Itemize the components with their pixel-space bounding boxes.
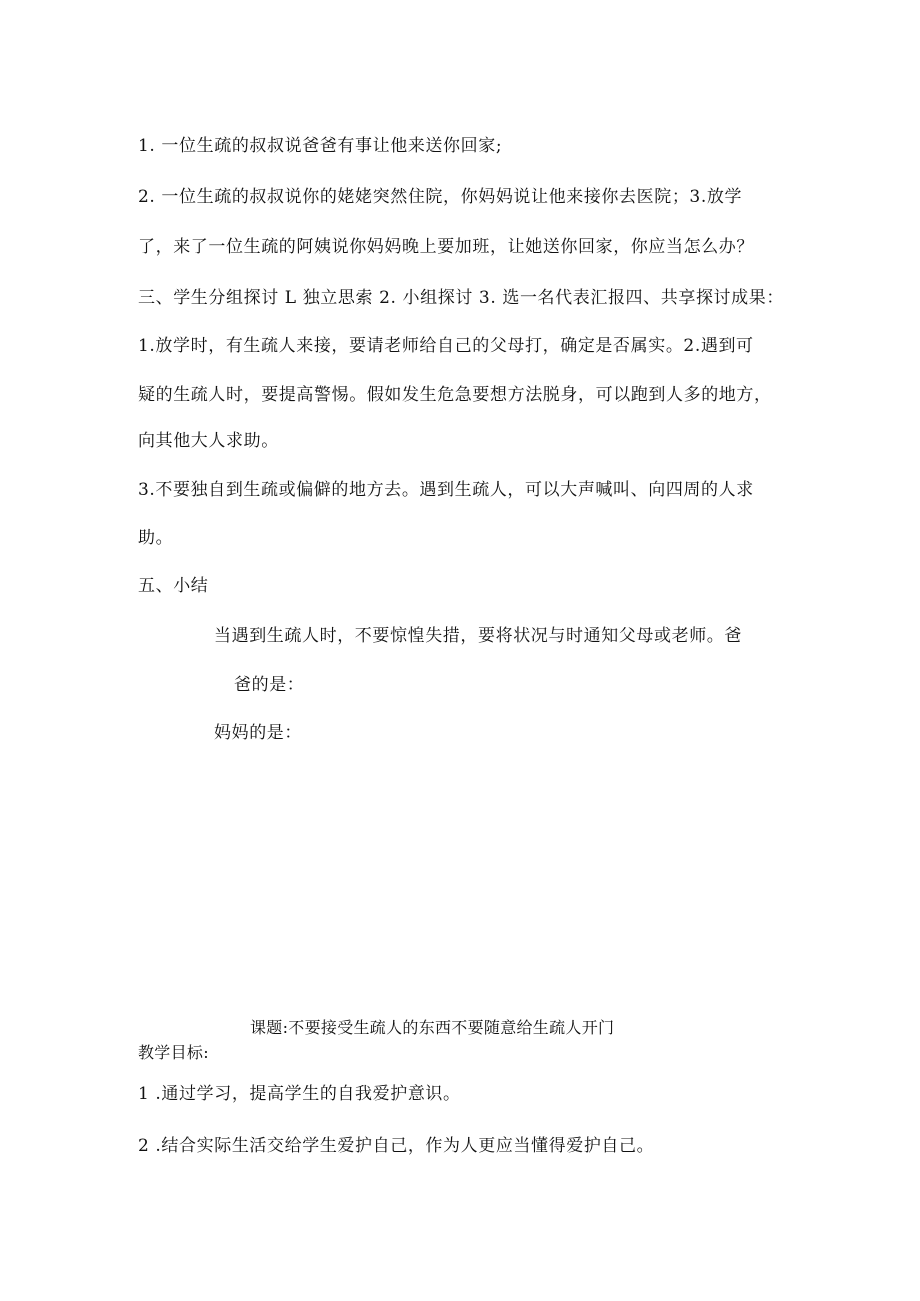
result-2-continued: 向其他大人求助。 xyxy=(138,431,279,451)
section-5-heading: 五、小结 xyxy=(138,576,209,596)
objectives-heading: 教学目标: xyxy=(138,1043,209,1062)
summary-father: 爸的是： xyxy=(234,675,305,695)
summary-text: 当遇到生疏人时，不要惊惶失措，要将状况与时通知父母或老师。爸 xyxy=(214,626,742,646)
result-1: 1.放学时，有生疏人来接，要请老师给自己的父母打，确定是否属实。2.遇到可 xyxy=(138,336,754,356)
objective-2: 2 .结合实际生活交给学生爱护自己，作为人更应当懂得爱护自己。 xyxy=(138,1136,655,1156)
scenario-1: 1. 一位生疏的叔叔说爸爸有事让他来送你回家; xyxy=(138,136,503,156)
section-3-heading: 三、学生分组探讨 L 独立思索 2. 小组探讨 3. 选一名代表汇报四、共享探讨成果： xyxy=(138,288,784,308)
scenario-2-continued: 了，来了一位生疏的阿姨说你妈妈晚上要加班，让她送你回家，你应当怎么办？ xyxy=(138,237,754,257)
result-2: 疑的生疏人时，要提高警惕。假如发生危急要想方法脱身，可以跑到人多的地方， xyxy=(138,385,772,405)
result-3-continued: 助。 xyxy=(138,528,174,548)
summary-mother: 妈妈的是： xyxy=(214,723,302,743)
objective-1: 1 .通过学习，提高学生的自我爱护意识。 xyxy=(138,1084,461,1104)
lesson-title: 课题:不要接受生疏人的东西不要随意给生疏人开门 xyxy=(250,1018,615,1037)
result-3: 3.不要独自到生疏或偏僻的地方去。遇到生疏人，可以大声喊叫、向四周的人求 xyxy=(138,480,754,500)
scenario-2: 2. 一位生疏的叔叔说你的姥姥突然住院，你妈妈说让他来接你去医院；3.放学 xyxy=(138,187,743,207)
